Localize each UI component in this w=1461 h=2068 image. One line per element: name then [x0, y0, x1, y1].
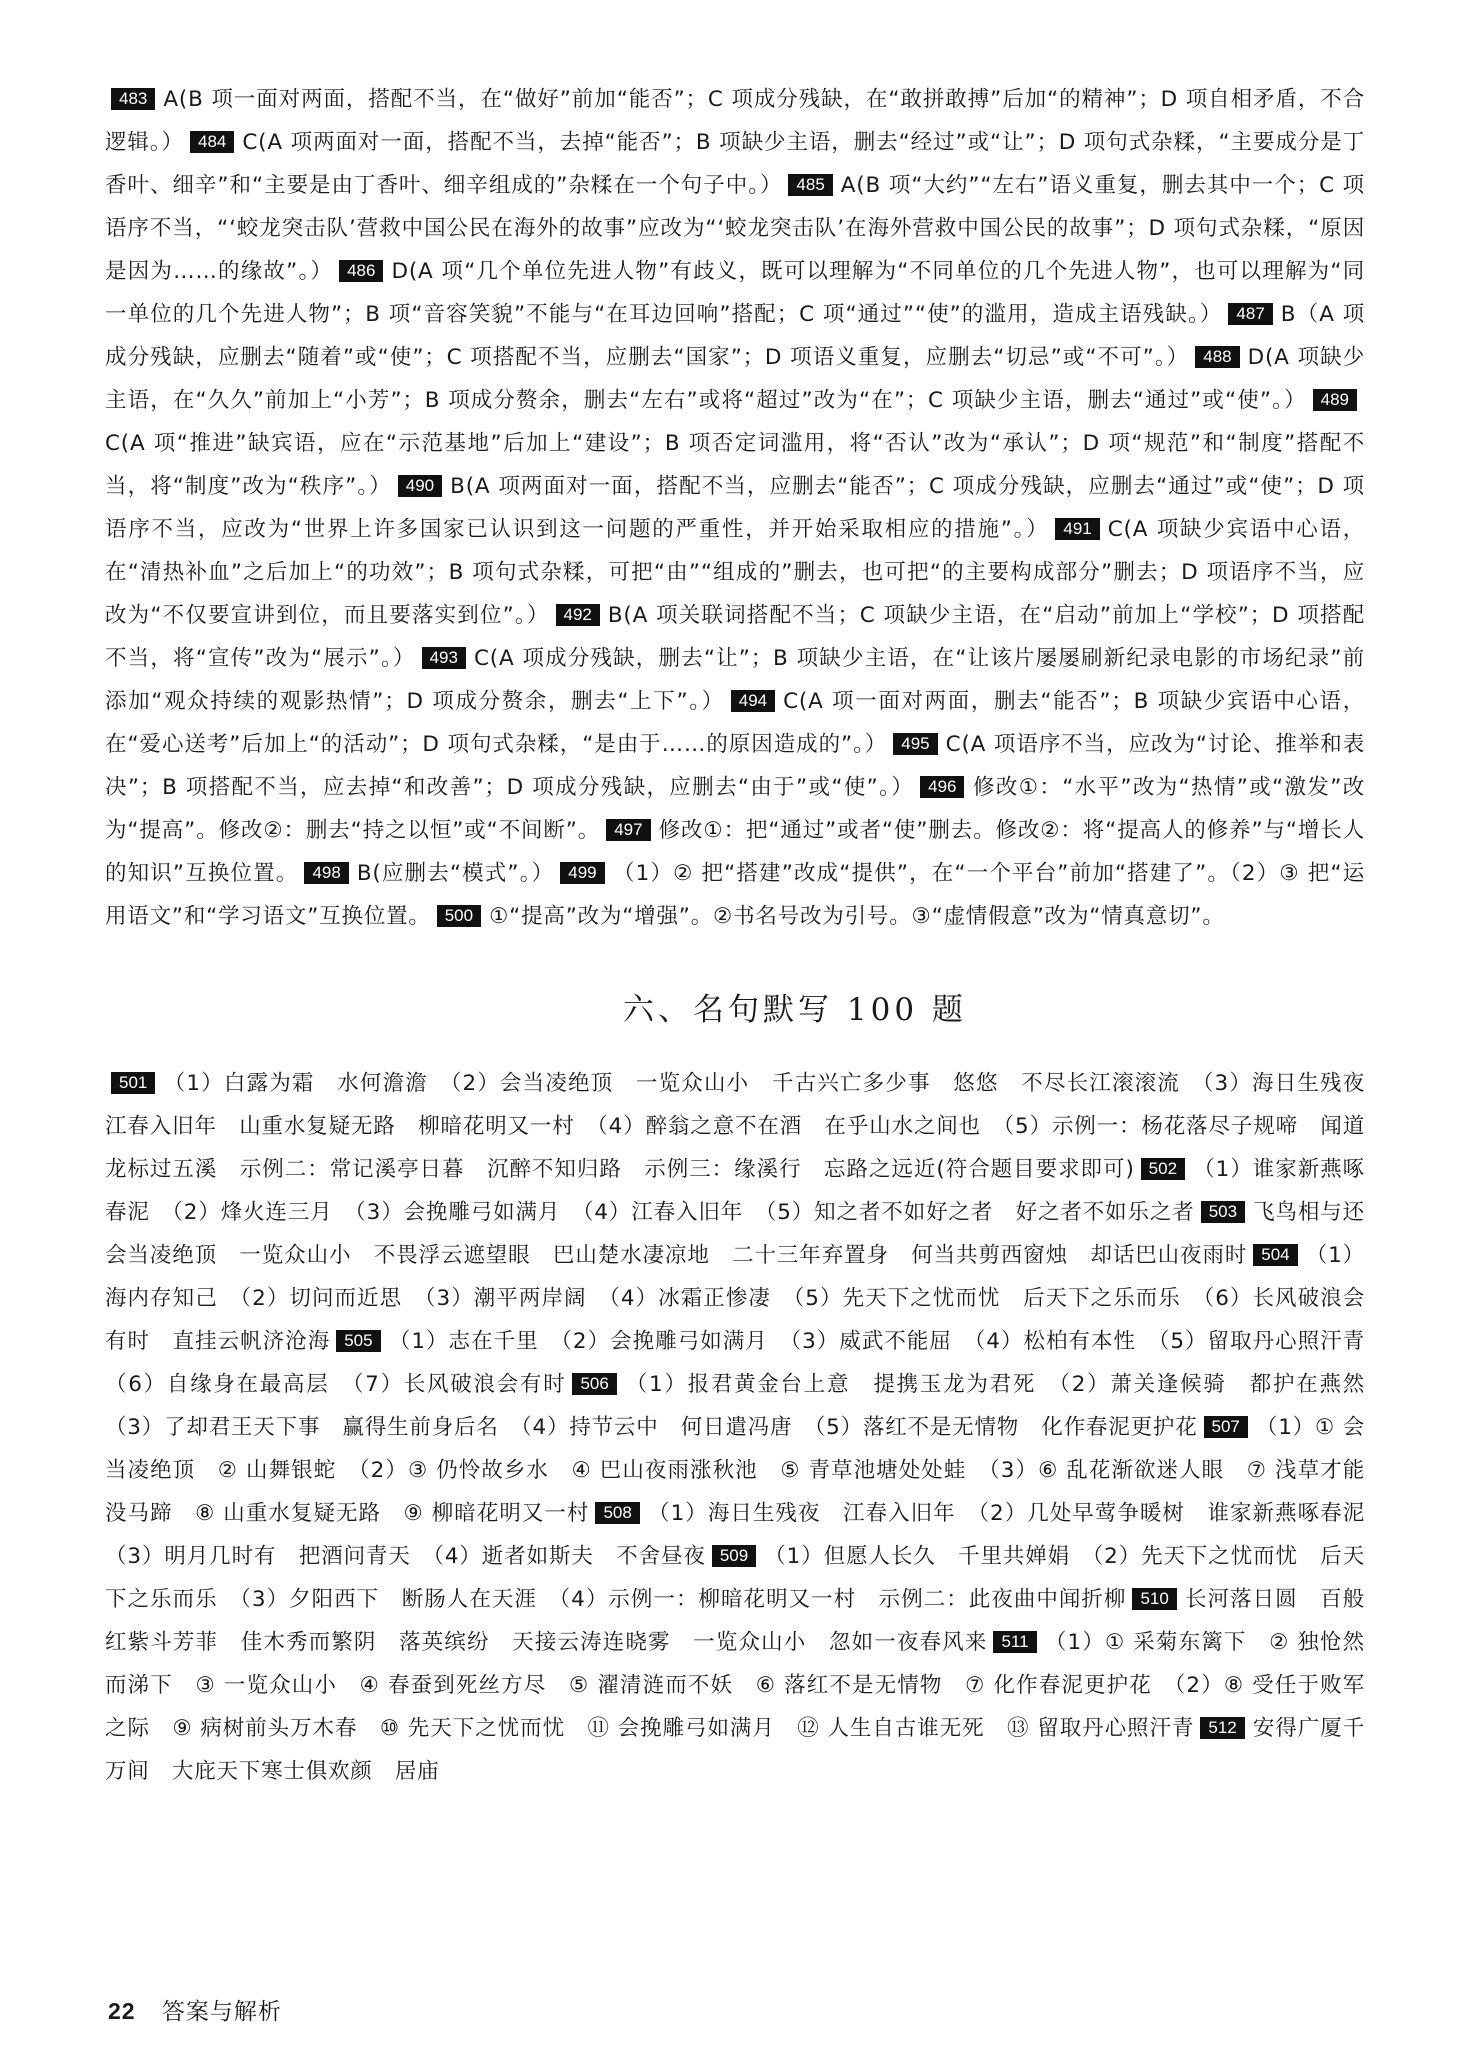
- answer-section-recitation: [105, 1062, 1388, 1793]
- footer-label: 答案与解析: [161, 1999, 282, 2025]
- answer-text: （1）志在千里 （2）会挽雕弓如满月 （3）威武不能屈 （4）松柏有本性 （5）留取丹心照汗青 （6）自缘身在最高层 （7）长风破浪会有时: [105, 1329, 1388, 1397]
- answer-number-badge: 509: [712, 1545, 756, 1567]
- answer-number-badge: 485: [788, 174, 832, 196]
- answer-text: （1）② 把“搭建”改成“提供”，在“一个平台”前加“搭建了”。（2）③ 把“运用语文”和“学习语文”互换位置。: [105, 861, 1366, 929]
- answer-text: B(A 项关联词搭配不当；C 项缺少主语，在“启动”前加上“学校”；D 项搭配不当，将“宣传”改为“展示”。）: [105, 603, 1365, 671]
- answer-number-badge: 489: [1313, 389, 1357, 411]
- page-number: 22: [108, 1998, 136, 2024]
- section-title: 六、名句默写 100 题: [623, 992, 967, 1028]
- answer-text: 安得广厦千万间 大庇天下寒士俱欢颜 居庙: [105, 1716, 1365, 1784]
- answer-number-badge: 497: [606, 819, 650, 841]
- answer-number-badge: 490: [398, 475, 442, 497]
- answer-text: B(A 项两面对一面，搭配不当，应删去“能否”；C 项成分残缺，应删去“通过”或“使”；D 项语序不当，应改为“世界上许多国家已认识到这一问题的严重性，并开始采取相应的措施”。）: [105, 474, 1365, 542]
- answer-number-badge: 500: [437, 905, 481, 927]
- answer-number-badge: 501: [111, 1072, 155, 1094]
- answer-text: （1）但愿人长久 千里共婵娟 （2）先天下之忧而忧 后天下之乐而乐 （3）夕阳西下 断肠人在天涯 （4）示例一：柳暗花明又一村 示例二：此夜曲中闻折柳: [105, 1544, 1365, 1612]
- answer-number-badge: 491: [1055, 518, 1099, 540]
- answer-text: 修改①：“水平”改为“热情”或“激发”改为“提高”。修改②：删去“持之以恒”或“不间断”。: [105, 775, 1366, 843]
- answer-text: （1）海日生残夜 江春入旧年 （2）几处早莺争暖树 谁家新燕啄春泥 （3）明月几时有 把酒问青天 （4）逝者如斯夫 不舍昼夜: [105, 1501, 1388, 1569]
- answer-number-badge: 508: [595, 1502, 639, 1524]
- answer-number-badge: 499: [560, 862, 604, 884]
- answer-text: （1）① 会当凌绝顶 ② 山舞银蛇 （2）③ 仍怜故乡水 ④ 巴山夜雨涨秋池 ⑤ 青草池塘处处蛙 （3）⑥ 乱花渐欲迷人眼 ⑦ 浅草才能没马蹄 ⑧ 山重水复疑无路 ⑨ 柳暗花明又一村: [105, 1415, 1365, 1526]
- answer-number-badge: 484: [190, 131, 234, 153]
- answer-number-badge: 487: [1228, 303, 1272, 325]
- answer-text: （1）① 采菊东篱下 ② 独怆然而涕下 ③ 一览众山小 ④ 春蚕到死丝方尽 ⑤ 濯清涟而不妖 ⑥ 落红不是无情物 ⑦ 化作春泥更护花 （2）⑧ 受任于败军之际 ⑨ 病树前头万木春 ⑩ 先天下之忧而忧 ⑪ 会挽雕弓如满月 ⑫ 人生自古谁无死 ⑬ 留取丹心照汗青: [105, 1630, 1365, 1741]
- answer-number-badge: 507: [1204, 1416, 1248, 1438]
- answer-number-badge: 496: [920, 776, 964, 798]
- answer-text: C(A 项“推进”缺宾语，应在“示范基地”后加上“建设”；B 项否定词滥用，将“否认”改为“承认”；D 项“规范”和“制度”搭配不当，将“制度”改为“秩序”。）: [105, 431, 1365, 499]
- answer-text: ①“提高”改为“增强”。②书名号改为引号。③“虚情假意”改为“情真意切”。: [489, 904, 1225, 929]
- answer-number-badge: 483: [111, 88, 155, 110]
- answer-text: B（A 项成分残缺，应删去“随着”或“使”；C 项搭配不当，应删去“国家”；D 项语义重复，应删去“切忌”或“不可”。）: [105, 302, 1366, 370]
- answer-number-badge: 492: [556, 604, 600, 626]
- answer-text: （1）谁家新燕啄春泥 （2）烽火连三月 （3）会挽雕弓如满月 （4）江春入旧年 （5）知之者不如好之者 好之者不如乐之者: [105, 1157, 1365, 1225]
- answer-text: C(A 项两面对一面，搭配不当，去掉“能否”；B 项缺少主语，删去“经过”或“让”；D 项句式杂糅，“主要成分是丁香叶、细辛”和“主要是由丁香叶、细辛组成的”杂糅在一个句子中。）: [105, 130, 1365, 198]
- answer-text: （1）白露为霜 水何澹澹 （2）会当凌绝顶 一览众山小 千古兴亡多少事 悠悠 不尽长江滚滚流 （3）海日生残夜 江春入旧年 山重水复疑无路 柳暗花明又一村 （4）醉翁之意不在酒 在乎山水之间也 （5）示例一：杨花落尽子规啼 闻道龙标过五溪 示例二：常记溪亭日暮 沉醉不知归路 示例三：缘溪行 忘路之远近(符合题目要求即可): [105, 1071, 1388, 1182]
- answer-number-badge: 494: [731, 690, 775, 712]
- answer-text: C(A 项成分残缺，删去“让”；B 项缺少主语，在“让该片屡屡刷新纪录电影的市场纪录”前添加“观众持续的观影热情”；D 项成分赘余，删去“上下”。）: [105, 646, 1365, 714]
- answer-number-badge: 502: [1141, 1158, 1185, 1180]
- answer-section-grammar: [105, 78, 1365, 938]
- answer-text: （1）报君黄金台上意 提携玉龙为君死 （2）萧关逢候骑 都护在燕然 （3）了却君王天下事 赢得生前身后名 （4）持节云中 何日遣冯唐 （5）落红不是无情物 化作春泥更护花: [105, 1372, 1388, 1440]
- answer-number-badge: 511: [993, 1631, 1036, 1653]
- answer-number-badge: 495: [893, 733, 937, 755]
- answer-number-badge: 506: [572, 1373, 616, 1395]
- answer-text: B(应删去“模式”。）: [356, 861, 555, 886]
- answer-number-badge: 503: [1201, 1201, 1245, 1223]
- answer-number-badge: 488: [1195, 346, 1239, 368]
- answer-text: 长河落日圆 百般红紫斗芳菲 佳木秀而繁阴 落英缤纷 天接云涛连晓雾 一览众山小 忽如一夜春风来: [105, 1587, 1365, 1655]
- page-footer: [108, 1993, 282, 2026]
- answer-number-badge: 493: [422, 647, 466, 669]
- answer-text: 修改①：把“通过”或者“使”删去。修改②：将“提高人的修养”与“增长人的知识”互换位置。: [105, 818, 1365, 886]
- answer-number-badge: 510: [1132, 1588, 1176, 1610]
- answer-text: A(B 项“大约”“左右”语义重复，删去其中一个；C 项语序不当，“‘蛟龙突击队’营救中国公民在海外的故事”应改为“‘蛟龙突击队’在海外营救中国公民的故事”；D 项句式杂糅，“原因是因为……的缘故”。）: [105, 173, 1365, 284]
- answer-text: D(A 项缺少主语，在“久久”前加上“小芳”；B 项成分赘余，删去“左右”或将“超过”改为“在”；C 项缺少主语，删去“通过”或“使”。）: [105, 345, 1365, 413]
- answer-text: C(A 项一面对两面，删去“能否”；B 项缺少宾语中心语，在“爱心送考”后加上“的活动”；D 项句式杂糅，“是由于……的原因造成的”。）: [105, 689, 1365, 757]
- answer-text: （1）海内存知己 （2）切问而近思 （3）潮平两岸阔 （4）冰霜正惨凄 （5）先天下之忧而忧 后天下之乐而乐 （6）长风破浪会有时 直挂云帆济沧海: [105, 1243, 1365, 1354]
- answer-text: C(A 项缺少宾语中心语，在“清热补血”之后加上“的功效”；B 项句式杂糅，可把“由”“组成的”删去，也可把“的主要构成部分”删去；D 项语序不当，应改为“不仅要宣讲到位，而且要落实到位”。）: [105, 517, 1366, 628]
- answer-text: D(A 项“几个单位先进人物”有歧义，既可以理解为“不同单位的几个先进人物”，也可以理解为“同一单位的几个先进人物”；B 项“音容笑貌”不能与“在耳边回响”搭配；C 项“通过”“使”的滥用，造成主语残缺。）: [105, 259, 1365, 327]
- answer-paragraph: [105, 78, 1365, 938]
- answer-text: 飞鸟相与还 会当凌绝顶 一览众山小 不畏浮云遮望眼 巴山楚水凄凉地 二十三年弃置身 何当共剪西窗烛 却话巴山夜雨时: [105, 1200, 1388, 1268]
- answer-number-badge: 512: [1200, 1717, 1244, 1739]
- answer-text: A(B 项一面对两面，搭配不当，在“做好”前加“能否”；C 项成分残缺，在“敢拼敢搏”后加“的精神”；D 项自相矛盾，不合逻辑。）: [105, 87, 1365, 155]
- answer-paragraph: [105, 1062, 1388, 1793]
- answer-number-badge: 504: [1253, 1244, 1297, 1266]
- answer-text: C(A 项语序不当，应改为“讨论、推举和表决”；B 项搭配不当，应去掉“和改善”；D 项成分残缺，应删去“由于”或“使”。）: [105, 732, 1365, 800]
- answer-number-badge: 486: [339, 260, 383, 282]
- answer-number-badge: 498: [304, 862, 348, 884]
- page-content: [105, 78, 1388, 1793]
- answer-number-badge: 505: [336, 1330, 380, 1352]
